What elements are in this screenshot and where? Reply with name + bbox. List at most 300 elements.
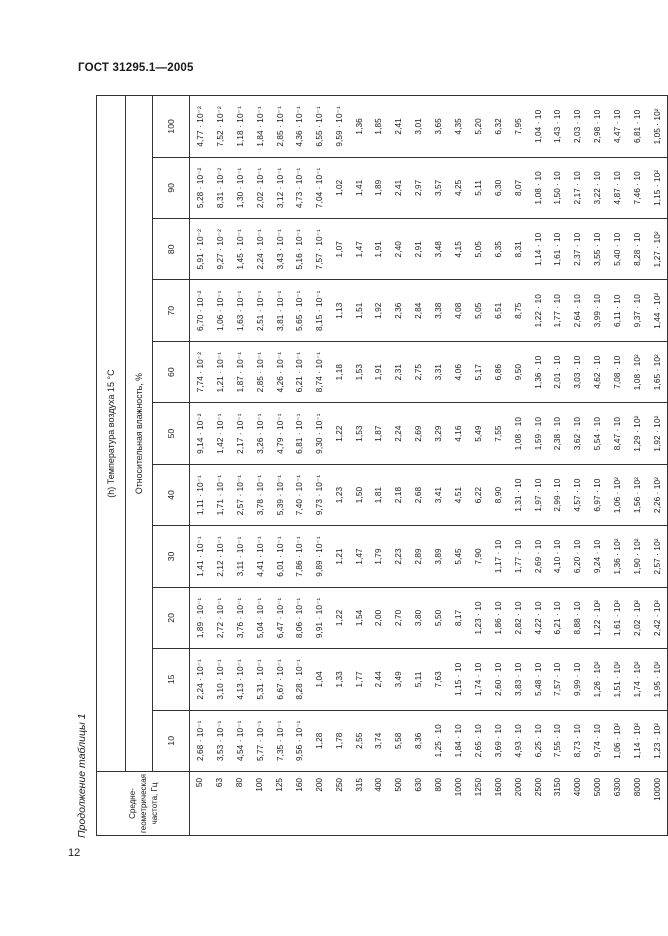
table-row [270, 96, 290, 836]
table-row [349, 96, 369, 836]
frequency-cell: 1250 [468, 772, 488, 836]
frequency-cell: 80 [230, 772, 250, 836]
value-cell: 2,41 [389, 96, 409, 157]
value-cell: 2,64 · 10 [568, 280, 588, 341]
table-row [568, 96, 588, 836]
frequency-cell: 250 [329, 772, 349, 836]
value-cell: 2,68 [409, 464, 429, 525]
rotated-table-container [96, 96, 662, 836]
value-cell: 2,60 · 10 [488, 649, 508, 710]
value-cell: 4,73 · 10⁻¹ [289, 157, 309, 218]
value-cell: 1,05 · 10² [647, 96, 667, 157]
value-cell: 2,82 · 10 [508, 587, 528, 648]
value-cell: 1,91 [369, 341, 389, 402]
table-row [608, 96, 628, 836]
value-cell: 9,14 · 10⁻² [190, 403, 210, 464]
value-cell: 1,17 · 10 [488, 526, 508, 587]
value-cell: 6,97 · 10 [588, 464, 608, 525]
value-cell: 5,28 · 10⁻² [190, 157, 210, 218]
value-cell: 1,79 [369, 526, 389, 587]
value-cell: 6,67 · 10⁻¹ [270, 649, 290, 710]
value-cell: 7,86 · 10⁻¹ [289, 526, 309, 587]
value-cell: 1,36 · 10 [528, 341, 548, 402]
value-cell: 1,22 · 10 [528, 280, 548, 341]
value-cell: 1,22 [329, 403, 349, 464]
value-cell: 6,35 [488, 219, 508, 280]
value-cell: 1,02 [329, 157, 349, 218]
value-cell: 2,18 [389, 464, 409, 525]
humidity-label: Относительная влажность, % [126, 96, 153, 772]
value-cell: 6,55 · 10⁻¹ [309, 96, 329, 157]
value-cell: 8,06 · 10⁻¹ [289, 587, 309, 648]
value-cell: 1,89 [369, 157, 389, 218]
value-cell: 4,54 · 10⁻¹ [230, 710, 250, 771]
freq-header-line-1: Средне- [127, 788, 137, 819]
value-cell: 4,77 · 10⁻² [190, 96, 210, 157]
value-cell: 9,73 · 10⁻¹ [309, 464, 329, 525]
value-cell: 5,11 [409, 649, 429, 710]
value-cell: 1,14 · 10 [528, 219, 548, 280]
humidity-column-header: 100 [153, 96, 190, 157]
value-cell: 2,51 · 10⁻¹ [250, 280, 270, 341]
table-row [369, 96, 389, 836]
value-cell: 1,21 · 10⁻¹ [210, 341, 230, 402]
humidity-column-header: 40 [153, 464, 190, 525]
value-cell: 2,02 · 10⁻¹ [250, 157, 270, 218]
value-cell: 3,26 · 10⁻¹ [250, 403, 270, 464]
value-cell: 2,75 [409, 341, 429, 402]
value-cell: 1,59 · 10 [528, 403, 548, 464]
value-cell: 5,45 [449, 526, 469, 587]
value-cell: 4,62 · 10 [588, 341, 608, 402]
value-cell: 4,87 · 10 [608, 157, 628, 218]
frequency-cell: 500 [389, 772, 409, 836]
value-cell: 2,42 · 10² [647, 587, 667, 648]
table-title: (h) Температура воздуха 15 °С [97, 96, 126, 772]
value-cell: 1,13 [329, 280, 349, 341]
value-cell: 1,56 · 10² [628, 464, 648, 525]
value-cell: 1,25 · 10 [429, 710, 449, 771]
value-cell: 1,41 [349, 157, 369, 218]
value-cell: 3,12 · 10⁻¹ [270, 157, 290, 218]
value-cell: 1,36 · 10² [608, 526, 628, 587]
value-cell: 4,25 [449, 157, 469, 218]
value-cell: 8,31 [508, 219, 528, 280]
value-cell: 5,31 · 10⁻¹ [250, 649, 270, 710]
humidity-column-header: 60 [153, 341, 190, 402]
value-cell: 2,40 [389, 219, 409, 280]
value-cell: 5,11 [468, 157, 488, 218]
table-row [289, 96, 309, 836]
value-cell: 4,51 [449, 464, 469, 525]
value-cell: 4,15 [449, 219, 469, 280]
humidity-column-header: 20 [153, 587, 190, 648]
value-cell: 1,87 · 10⁻¹ [230, 341, 250, 402]
value-cell: 1,92 · 10² [647, 403, 667, 464]
value-cell: 1,08 · 10² [628, 341, 648, 402]
value-cell: 7,90 [468, 526, 488, 587]
humidity-column-header: 90 [153, 157, 190, 218]
value-cell: 4,26 · 10⁻¹ [270, 341, 290, 402]
frequency-cell: 4000 [568, 772, 588, 836]
value-cell: 1,78 [329, 710, 349, 771]
value-cell: 8,31 · 10⁻² [210, 157, 230, 218]
value-cell: 3,43 · 10⁻¹ [270, 219, 290, 280]
value-cell: 1,23 [329, 464, 349, 525]
value-cell: 1,26 · 10² [588, 649, 608, 710]
table-continuation-note: Продолжение таблицы 1 [76, 713, 88, 838]
value-cell: 2,01 · 10 [548, 341, 568, 402]
value-cell: 2,91 [409, 219, 429, 280]
value-cell: 8,88 · 10 [568, 587, 588, 648]
value-cell: 2,41 [389, 157, 409, 218]
frequency-cell: 1000 [449, 772, 469, 836]
value-cell: 8,47 · 10 [608, 403, 628, 464]
value-cell: 5,58 [389, 710, 409, 771]
value-cell: 2,70 [389, 587, 409, 648]
value-cell: 2,37 · 10 [568, 219, 588, 280]
value-cell: 7,63 [429, 649, 449, 710]
value-cell: 2,89 [409, 526, 429, 587]
value-cell: 1,44 · 10² [647, 280, 667, 341]
table-row [250, 96, 270, 836]
value-cell: 1,28 [309, 710, 329, 771]
value-cell: 1,71 · 10⁻¹ [210, 464, 230, 525]
value-cell: 7,55 · 10 [548, 710, 568, 771]
value-cell: 9,89 · 10⁻¹ [309, 526, 329, 587]
value-cell: 3,81 · 10⁻¹ [270, 280, 290, 341]
value-cell: 4,06 [449, 341, 469, 402]
value-cell: 3,78 · 10⁻¹ [250, 464, 270, 525]
value-cell: 1,22 [329, 587, 349, 648]
value-cell: 5,16 · 10⁻¹ [289, 219, 309, 280]
value-cell: 1,61 · 10 [548, 219, 568, 280]
value-cell: 1,11 · 10⁻¹ [190, 464, 210, 525]
value-cell: 1,95 · 10² [647, 649, 667, 710]
frequency-cell: 100 [250, 772, 270, 836]
value-cell: 5,17 [468, 341, 488, 402]
value-cell: 6,70 · 10⁻² [190, 280, 210, 341]
value-cell: 4,79 · 10⁻¹ [270, 403, 290, 464]
value-cell: 9,74 · 10 [588, 710, 608, 771]
value-cell: 1,43 · 10 [548, 96, 568, 157]
value-cell: 2,38 · 10 [548, 403, 568, 464]
value-cell: 1,77 · 10 [548, 280, 568, 341]
value-cell: 1,07 [329, 219, 349, 280]
value-cell: 2,17 · 10 [568, 157, 588, 218]
value-cell: 7,08 · 10 [608, 341, 628, 402]
value-cell: 1,14 · 10² [628, 710, 648, 771]
table-row [528, 96, 548, 836]
value-cell: 3,41 [429, 464, 449, 525]
value-cell: 1,47 [349, 526, 369, 587]
frequency-cell: 800 [429, 772, 449, 836]
value-cell: 3,22 · 10 [588, 157, 608, 218]
value-cell: 3,38 [429, 280, 449, 341]
value-cell: 1,51 · 10² [608, 649, 628, 710]
value-cell: 8,17 [449, 587, 469, 648]
value-cell: 3,89 [429, 526, 449, 587]
value-cell: 3,83 · 10 [508, 649, 528, 710]
table-row [588, 96, 608, 836]
table-row [628, 96, 648, 836]
value-cell: 7,04 · 10⁻¹ [309, 157, 329, 218]
value-cell: 1,45 · 10⁻¹ [230, 219, 250, 280]
value-cell: 1,22 · 10² [588, 587, 608, 648]
value-cell: 2,72 · 10⁻¹ [210, 587, 230, 648]
value-cell: 6,01 · 10⁻¹ [270, 526, 290, 587]
value-cell: 4,13 · 10⁻¹ [230, 649, 250, 710]
value-cell: 1,23 · 10² [647, 710, 667, 771]
value-cell: 1,51 [349, 280, 369, 341]
frequency-cell: 10000 [647, 772, 667, 836]
value-cell: 1,06 · 10⁻¹ [210, 280, 230, 341]
value-cell: 5,05 [468, 219, 488, 280]
value-cell: 8,73 · 10 [568, 710, 588, 771]
value-cell: 1,91 [369, 219, 389, 280]
value-cell: 1,08 · 10 [508, 403, 528, 464]
value-cell: 3,65 [429, 96, 449, 157]
value-cell: 6,21 · 10 [548, 587, 568, 648]
value-cell: 3,62 · 10 [568, 403, 588, 464]
value-cell: 8,07 [508, 157, 528, 218]
table-row [647, 96, 667, 836]
freq-header-line-3: частота, Гц [149, 782, 159, 825]
value-cell: 7,57 · 10⁻¹ [309, 219, 329, 280]
value-cell: 2,99 · 10 [548, 464, 568, 525]
frequency-cell: 1600 [488, 772, 508, 836]
table-row [190, 96, 210, 836]
value-cell: 7,52 · 10⁻² [210, 96, 230, 157]
value-cell: 5,40 · 10 [608, 219, 628, 280]
value-cell: 3,48 [429, 219, 449, 280]
value-cell: 6,30 [488, 157, 508, 218]
value-cell: 1,08 · 10 [528, 157, 548, 218]
value-cell: 2,26 · 10² [647, 464, 667, 525]
value-cell: 1,23 · 10 [468, 587, 488, 648]
value-cell: 7,35 · 10⁻¹ [270, 710, 290, 771]
value-cell: 6,51 [488, 280, 508, 341]
table-row [309, 96, 329, 836]
value-cell: 1,54 [349, 587, 369, 648]
value-cell: 2,17 · 10⁻¹ [230, 403, 250, 464]
table-row [230, 96, 250, 836]
value-cell: 5,49 [468, 403, 488, 464]
value-cell: 2,57 · 10⁻¹ [230, 464, 250, 525]
value-cell: 3,01 [409, 96, 429, 157]
value-cell: 1,47 [349, 219, 369, 280]
value-cell: 1,74 · 10² [628, 649, 648, 710]
value-cell: 6,81 · 10⁻¹ [289, 403, 309, 464]
value-cell: 1,87 [369, 403, 389, 464]
value-cell: 4,08 [449, 280, 469, 341]
value-cell: 1,74 · 10 [468, 649, 488, 710]
value-cell: 3,53 · 10⁻¹ [210, 710, 230, 771]
value-cell: 1,42 · 10⁻¹ [210, 403, 230, 464]
value-cell: 8,15 · 10⁻¹ [309, 280, 329, 341]
value-cell: 3,10 · 10⁻¹ [210, 649, 230, 710]
value-cell: 1,18 [329, 341, 349, 402]
value-cell: 9,99 · 10 [568, 649, 588, 710]
table-row [449, 96, 469, 836]
value-cell: 2,24 [389, 403, 409, 464]
attenuation-table [96, 95, 668, 836]
value-cell: 3,57 [429, 157, 449, 218]
frequency-cell: 5000 [588, 772, 608, 836]
value-cell: 1,81 [369, 464, 389, 525]
value-cell: 5,20 [468, 96, 488, 157]
value-cell: 8,75 [508, 280, 528, 341]
value-cell: 5,04 · 10⁻¹ [250, 587, 270, 648]
frequency-cell: 400 [369, 772, 389, 836]
value-cell: 2,85 · 10⁻¹ [250, 341, 270, 402]
frequency-cell: 630 [409, 772, 429, 836]
value-cell: 1,53 [349, 403, 369, 464]
value-cell: 1,50 [349, 464, 369, 525]
freq-header-line-2: геометрическая [138, 774, 148, 833]
value-cell: 1,84 · 10 [449, 710, 469, 771]
value-cell: 9,91 · 10⁻¹ [309, 587, 329, 648]
value-cell: 2,12 · 10⁻¹ [210, 526, 230, 587]
value-cell: 1,15 · 10 [449, 649, 469, 710]
value-cell: 4,35 [449, 96, 469, 157]
humidity-column-header: 50 [153, 403, 190, 464]
page-number: 12 [68, 847, 81, 859]
value-cell: 2,44 [369, 649, 389, 710]
value-cell: 2,84 [409, 280, 429, 341]
value-cell: 8,28 · 10⁻¹ [289, 649, 309, 710]
value-cell: 2,55 [349, 710, 369, 771]
value-cell: 5,91 · 10⁻² [190, 219, 210, 280]
value-cell: 8,36 [409, 710, 429, 771]
frequency-cell: 2500 [528, 772, 548, 836]
value-cell: 1,15 · 10² [647, 157, 667, 218]
value-cell: 7,57 · 10 [548, 649, 568, 710]
value-cell: 1,63 · 10⁻¹ [230, 280, 250, 341]
value-cell: 1,21 [329, 526, 349, 587]
value-cell: 9,59 · 10⁻¹ [329, 96, 349, 157]
value-cell: 1,30 · 10⁻¹ [230, 157, 250, 218]
humidity-column-header: 10 [153, 710, 190, 771]
document-header: ГОСТ 31295.1—2005 [78, 62, 194, 74]
value-cell: 9,30 · 10⁻¹ [309, 403, 329, 464]
value-cell: 1,90 · 10² [628, 526, 648, 587]
value-cell: 3,49 [389, 649, 409, 710]
value-cell: 2,69 · 10 [528, 526, 548, 587]
value-cell: 2,24 · 10⁻¹ [250, 219, 270, 280]
value-cell: 5,48 · 10 [528, 649, 548, 710]
frequency-cell: 63 [210, 772, 230, 836]
value-cell: 9,24 · 10 [588, 526, 608, 587]
value-cell: 1,04 [309, 649, 329, 710]
table-row [429, 96, 449, 836]
value-cell: 7,55 [488, 403, 508, 464]
value-cell: 3,55 · 10 [588, 219, 608, 280]
value-cell: 3,31 [429, 341, 449, 402]
value-cell: 2,23 [389, 526, 409, 587]
value-cell: 5,50 [429, 587, 449, 648]
value-cell: 6,21 · 10⁻¹ [289, 341, 309, 402]
value-cell: 4,47 · 10 [608, 96, 628, 157]
value-cell: 6,81 · 10 [628, 96, 648, 157]
value-cell: 4,22 · 10 [528, 587, 548, 648]
table-row [409, 96, 429, 836]
value-cell: 1,31 · 10 [508, 464, 528, 525]
value-cell: 3,03 · 10 [568, 341, 588, 402]
value-cell: 1,06 · 10² [608, 464, 628, 525]
value-cell: 9,50 [508, 341, 528, 402]
humidity-column-header: 80 [153, 219, 190, 280]
value-cell: 2,97 [409, 157, 429, 218]
value-cell: 2,98 · 10 [588, 96, 608, 157]
value-cell: 1,92 [369, 280, 389, 341]
value-cell: 9,37 · 10 [628, 280, 648, 341]
value-cell: 1,50 · 10 [548, 157, 568, 218]
value-cell: 3,99 · 10 [588, 280, 608, 341]
value-cell: 7,95 [508, 96, 528, 157]
value-cell: 1,18 · 10⁻¹ [230, 96, 250, 157]
value-cell: 7,40 · 10⁻¹ [289, 464, 309, 525]
table-row [389, 96, 409, 836]
value-cell: 2,00 [369, 587, 389, 648]
value-cell: 4,57 · 10 [568, 464, 588, 525]
value-cell: 1,61 · 10² [608, 587, 628, 648]
table-row [488, 96, 508, 836]
value-cell: 9,56 · 10⁻¹ [289, 710, 309, 771]
frequency-cell: 125 [270, 772, 290, 836]
value-cell: 2,36 [389, 280, 409, 341]
frequency-cell: 315 [349, 772, 369, 836]
value-cell: 2,69 [409, 403, 429, 464]
value-cell: 1,85 [369, 96, 389, 157]
value-cell: 4,10 · 10 [548, 526, 568, 587]
value-cell: 1,77 [349, 649, 369, 710]
value-cell: 5,54 · 10 [588, 403, 608, 464]
value-cell: 5,65 · 10⁻¹ [289, 280, 309, 341]
value-cell: 1,97 · 10 [528, 464, 548, 525]
frequency-column-header [97, 772, 190, 836]
value-cell: 2,57 · 10² [647, 526, 667, 587]
frequency-cell: 50 [190, 772, 210, 836]
value-cell: 6,11 · 10 [608, 280, 628, 341]
value-cell: 6,32 [488, 96, 508, 157]
value-cell: 8,90 [488, 464, 508, 525]
value-cell: 3,80 [409, 587, 429, 648]
value-cell: 2,03 · 10 [568, 96, 588, 157]
table-row [548, 96, 568, 836]
table-row [210, 96, 230, 836]
value-cell: 8,28 · 10 [628, 219, 648, 280]
value-cell: 1,36 [349, 96, 369, 157]
table-row [508, 96, 528, 836]
value-cell: 7,74 · 10⁻² [190, 341, 210, 402]
value-cell: 6,86 [488, 341, 508, 402]
value-cell: 3,69 · 10 [488, 710, 508, 771]
value-cell: 3,74 [369, 710, 389, 771]
value-cell: 8,74 · 10⁻¹ [309, 341, 329, 402]
value-cell: 2,02 · 10² [628, 587, 648, 648]
frequency-cell: 160 [289, 772, 309, 836]
value-cell: 2,24 · 10⁻¹ [190, 649, 210, 710]
humidity-column-header: 15 [153, 649, 190, 710]
value-cell: 1,84 · 10⁻¹ [250, 96, 270, 157]
value-cell: 4,16 [449, 403, 469, 464]
value-cell: 3,11 · 10⁻¹ [230, 526, 250, 587]
value-cell: 2,31 [389, 341, 409, 402]
value-cell: 1,65 · 10² [647, 341, 667, 402]
value-cell: 1,86 · 10 [488, 587, 508, 648]
value-cell: 2,65 · 10 [468, 710, 488, 771]
